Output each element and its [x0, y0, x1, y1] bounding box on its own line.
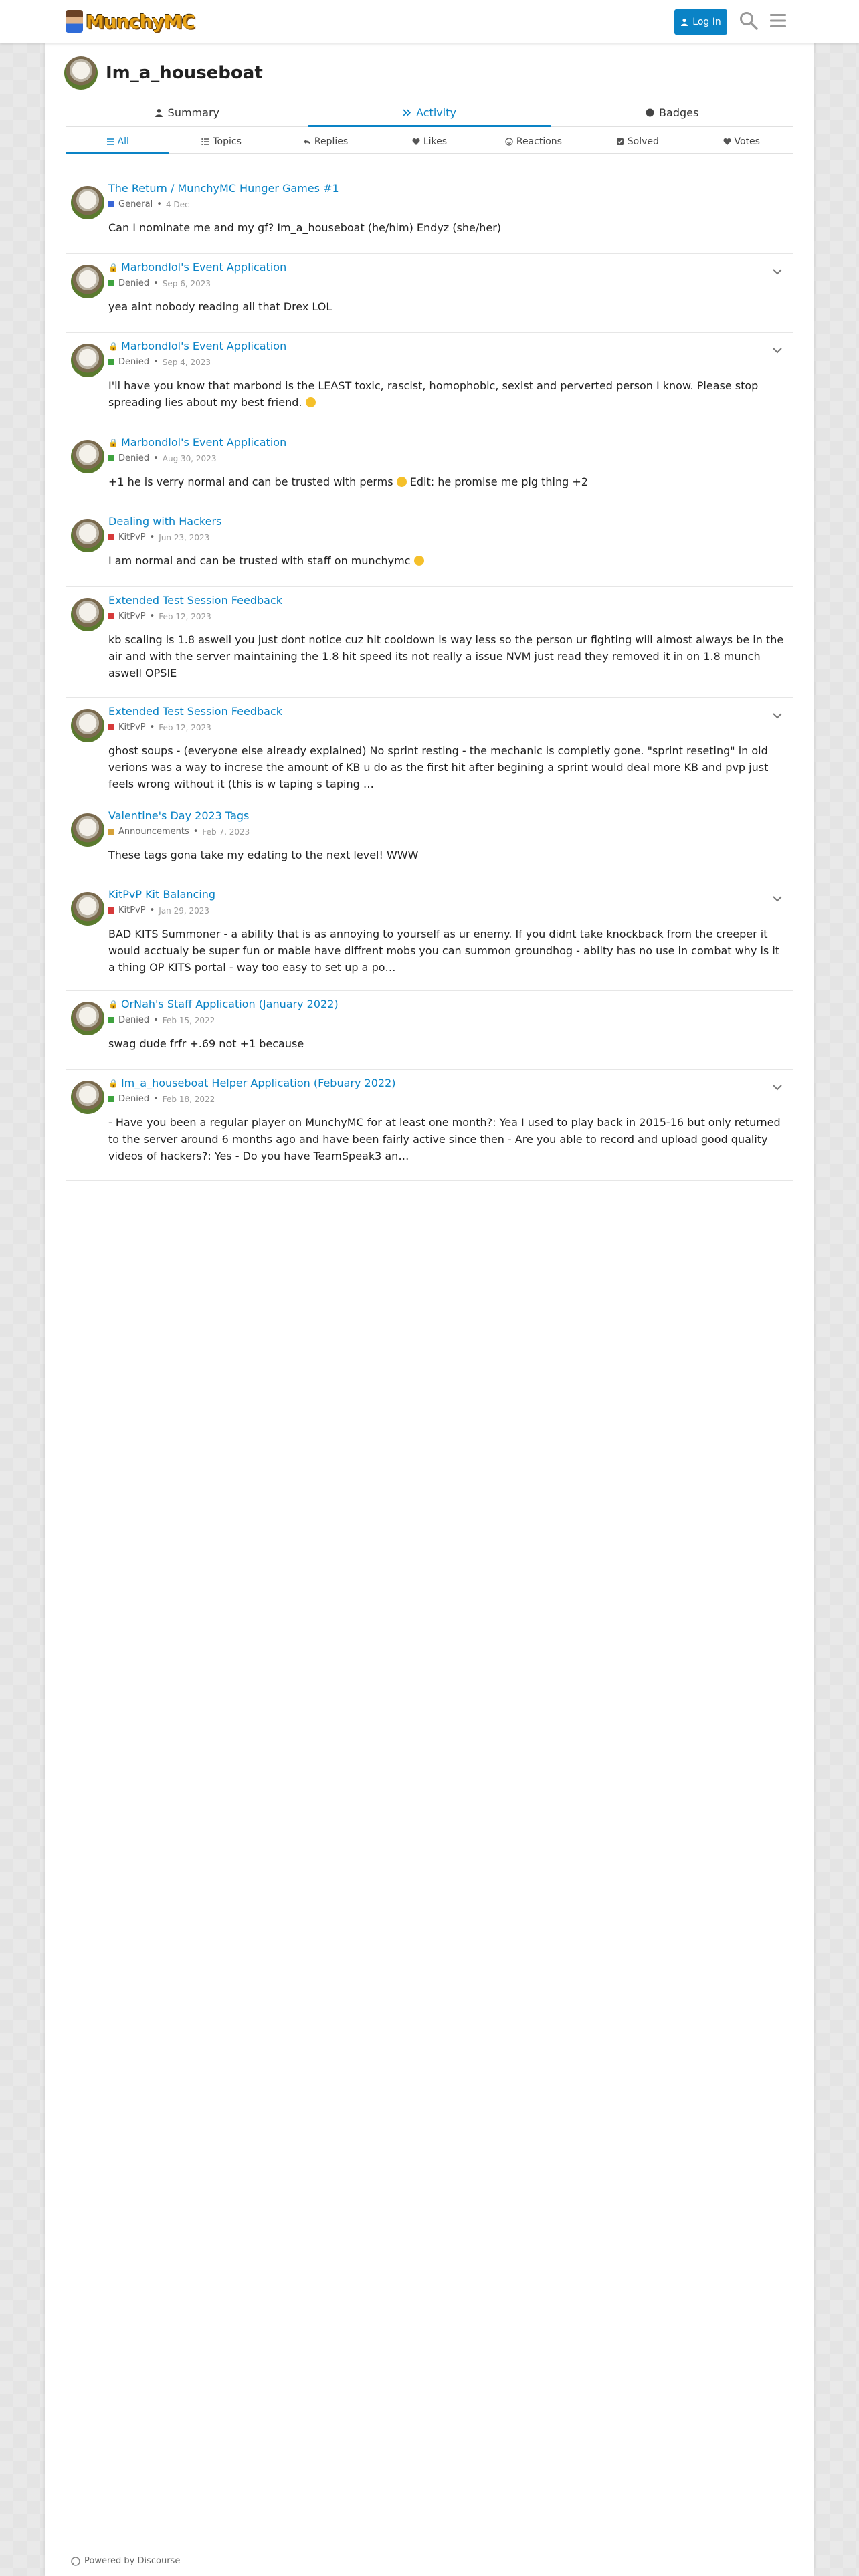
post-avatar[interactable] [71, 440, 104, 473]
chevron-down-icon[interactable] [771, 709, 784, 722]
category-badge-icon [108, 1096, 114, 1102]
post-meta [108, 532, 209, 542]
smiley-emoji-icon [414, 556, 424, 566]
category-badge-icon [108, 907, 114, 914]
post-excerpt[interactable]: kb scaling is 1.8 aswell you just dont notice cuz hit cooldown is way less so the person ur fighting will almost always be in the air and with the server maintaining the 1.8 hit speed its not really a issue NVM just read they removed it in on 1.8 munch aswell OPSIE [108, 633, 784, 679]
subtab-label: Replies [314, 136, 349, 147]
login-label: Log In [692, 17, 721, 27]
user-avatar[interactable] [64, 56, 98, 90]
activity-item [66, 333, 793, 429]
post-title: Marbondlol's Event Application [120, 261, 287, 274]
chevron-down-icon[interactable] [771, 265, 784, 278]
chevron-down-icon[interactable] [771, 892, 784, 905]
activity-item [66, 881, 793, 991]
post-date: Feb 12, 2023 [159, 611, 211, 621]
subtab-reactions[interactable] [482, 130, 585, 153]
user-main-nav [66, 99, 793, 127]
excerpt-text: I'll have you know that marbond is the LEAST toxic, rascist, homophobic, sexist and perverted person I know. Please stop spreading lies about my best friend. [108, 379, 759, 409]
lock-icon: 🔒 [108, 262, 118, 272]
post-meta [108, 722, 211, 732]
activity-item [66, 1070, 793, 1181]
post-date: Feb 18, 2022 [162, 1094, 215, 1104]
post-date: Jun 23, 2023 [159, 532, 210, 542]
post-avatar[interactable] [71, 519, 104, 552]
excerpt-text-cont: Edit: he promise me pig thing +2 [406, 475, 588, 488]
post-avatar[interactable] [71, 1002, 104, 1035]
category-badge-icon [108, 1017, 114, 1023]
powered-by-discourse[interactable] [71, 2556, 180, 2566]
activity-item [66, 991, 793, 1070]
subtab-replies[interactable] [274, 130, 377, 153]
category-badge-icon [108, 724, 114, 730]
post-avatar[interactable] [71, 186, 104, 219]
post-excerpt[interactable]: Can I nominate me and my gf? Im_a_houseboat (he/him) Endyz (she/her) [108, 221, 502, 234]
excerpt-text: +1 he is verry normal and can be trusted with perms [108, 475, 393, 488]
post-meta [108, 199, 189, 209]
post-title: OrNah's Staff Application (January 2022) [120, 998, 339, 1010]
subtab-label: Solved [627, 136, 659, 147]
post-title-link[interactable] [108, 515, 221, 528]
tab-activity[interactable] [308, 99, 551, 126]
heart-icon [723, 138, 731, 146]
subtab-label: Reactions [516, 136, 562, 147]
tab-label: Badges [659, 106, 699, 119]
list-ul-icon [201, 138, 209, 146]
post-avatar[interactable] [71, 598, 104, 631]
post-title: Im_a_houseboat Helper Application (Febuary 2022) [120, 1077, 396, 1089]
post-date: Jan 29, 2023 [159, 905, 210, 916]
post-meta [108, 357, 211, 367]
post-avatar[interactable] [71, 344, 104, 377]
hamburger-menu-icon[interactable] [768, 11, 788, 31]
powered-by-text: Powered by Discourse [84, 2556, 181, 2566]
tab-label: Summary [167, 106, 219, 119]
post-meta [108, 278, 211, 288]
post-title-link[interactable] [108, 705, 282, 718]
lock-icon: 🔒 [108, 1078, 118, 1088]
category-badge-icon [108, 359, 114, 365]
post-category[interactable]: Denied [118, 278, 150, 288]
meta-separator: • [153, 357, 159, 367]
meta-separator: • [153, 1094, 159, 1104]
post-title: Extended Test Session Feedback [108, 594, 282, 607]
tab-summary[interactable] [66, 99, 308, 126]
post-title: Valentine's Day 2023 Tags [108, 809, 250, 822]
category-badge-icon [108, 829, 114, 835]
heart-icon [412, 138, 420, 146]
post-meta [108, 1094, 215, 1104]
reply-icon [303, 138, 311, 146]
meta-separator: • [149, 532, 155, 542]
post-avatar[interactable] [71, 709, 104, 742]
subtab-label: Topics [213, 136, 242, 147]
category-badge-icon [108, 613, 114, 619]
logo-text: MunchyMC [86, 10, 195, 33]
activity-item [66, 508, 793, 587]
post-title: Dealing with Hackers [108, 515, 222, 528]
username: Im_a_houseboat [106, 63, 263, 83]
post-category[interactable]: KitPvP [118, 722, 146, 732]
post-title-link[interactable] [108, 436, 286, 449]
lock-icon: 🔒 [108, 999, 118, 1009]
post-title: KitPvP Kit Balancing [108, 888, 216, 901]
post-avatar[interactable] [71, 813, 104, 847]
post-meta [108, 611, 211, 621]
activity-item [66, 254, 793, 333]
post-excerpt[interactable] [108, 473, 785, 490]
post-excerpt[interactable]: ghost soups - (everyone else already explained) No sprint resting - the mechanic is completly gone. "sprint reseting" in old verions was a way to increse the amount of KB u do as the first hit after begining a sprint would deal more KB and pvp just feels wrong without it (this is w taping s taping … [108, 744, 769, 790]
subtab-votes[interactable] [690, 130, 793, 153]
subtab-label: Votes [734, 136, 760, 147]
subtab-solved[interactable] [585, 130, 689, 153]
post-title: Marbondlol's Event Application [120, 340, 287, 352]
login-button[interactable] [674, 9, 727, 35]
post-category[interactable]: Denied [118, 1094, 150, 1104]
post-title: Extended Test Session Feedback [108, 705, 282, 718]
discourse-logo-icon [71, 2557, 80, 2566]
chevron-down-icon[interactable] [771, 344, 784, 357]
activity-item [66, 429, 793, 508]
excerpt-text: I am normal and can be trusted with staff on munchymc [108, 554, 411, 567]
meta-separator: • [153, 1015, 159, 1025]
post-meta [108, 453, 216, 463]
post-category[interactable]: Denied [118, 1015, 150, 1025]
meta-separator: • [149, 722, 155, 732]
post-title: Marbondlol's Event Application [120, 436, 287, 449]
post-category[interactable]: KitPvP [118, 905, 146, 916]
post-date: Sep 4, 2023 [162, 357, 211, 367]
post-date: Feb 7, 2023 [202, 827, 250, 837]
post-avatar[interactable] [71, 265, 104, 298]
post-meta [108, 905, 209, 916]
post-category[interactable]: Denied [118, 453, 150, 463]
post-excerpt[interactable]: BAD KITS Summoner - a ability that is as annoying to yourself as ur enemy. If you didnt take knockback from the creeper it would acctualy be super fun or mabie have diffrent mobs you can summon groundhog - abilty has no use in combat why is it a thing OP KITS portal - way too easy to set up a po… [108, 928, 780, 974]
smiley-emoji-icon [397, 477, 407, 487]
tab-label: Activity [416, 106, 456, 119]
search-icon[interactable] [739, 11, 759, 31]
stream-icon [403, 108, 411, 117]
activity-sub-nav [66, 130, 793, 154]
category-badge-icon [108, 201, 114, 207]
category-badge-icon [108, 534, 114, 540]
post-date: Aug 30, 2023 [162, 453, 217, 463]
meta-separator: • [153, 278, 159, 288]
meta-separator: • [149, 905, 155, 916]
user-icon [680, 18, 688, 26]
post-date: 4 Dec [165, 199, 189, 209]
site-header [0, 0, 859, 43]
post-title: The Return / MunchyMC Hunger Games #1 [108, 182, 339, 195]
category-badge-icon [108, 455, 114, 461]
subtab-label: Likes [423, 136, 448, 147]
post-avatar[interactable] [71, 1081, 104, 1114]
chevron-down-icon[interactable] [771, 1081, 784, 1094]
post-title-link[interactable] [108, 1077, 396, 1089]
lock-icon: 🔒 [108, 437, 118, 447]
post-avatar[interactable] [71, 892, 104, 926]
post-category[interactable]: General [118, 199, 153, 209]
post-excerpt[interactable]: yea aint nobody reading all that Drex LOL [108, 300, 332, 313]
post-category[interactable]: Announcements [118, 827, 189, 837]
site-logo[interactable] [66, 7, 195, 36]
activity-item [66, 802, 793, 881]
list-icon [106, 138, 114, 146]
activity-item [66, 698, 793, 802]
post-category[interactable]: Denied [118, 357, 150, 367]
category-badge-icon [108, 280, 114, 286]
activity-item [66, 587, 793, 698]
user-icon [155, 108, 163, 117]
meta-separator: • [193, 827, 199, 837]
post-date: Feb 12, 2023 [159, 722, 211, 732]
post-excerpt[interactable]: These tags gona take my edating to the next level! WWW [108, 849, 419, 861]
post-date: Sep 6, 2023 [162, 278, 211, 288]
meta-separator: • [157, 199, 162, 209]
post-title-link[interactable] [108, 998, 339, 1010]
smiley-emoji-icon [306, 397, 316, 407]
post-title-link[interactable] [108, 340, 286, 352]
smile-icon [505, 138, 513, 146]
subtab-label: All [117, 136, 129, 147]
post-excerpt[interactable] [108, 552, 785, 569]
subtab-all[interactable] [66, 130, 169, 153]
post-title-link[interactable] [108, 888, 215, 901]
post-category[interactable]: KitPvP [118, 611, 146, 621]
tab-badges[interactable] [551, 99, 793, 126]
meta-separator: • [149, 611, 155, 621]
post-date: Feb 15, 2022 [162, 1015, 215, 1025]
post-excerpt[interactable]: - Have you been a regular player on MunchyMC for at least one month?: Yea I used to play back in 2015-16 but only returned to the server around 6 months ago and have been fairly active since then - Are you able to record and upload good quality videos of hackers?: Yes - Do you have TeamSpeak3 an… [108, 1116, 781, 1162]
check-square-icon [616, 138, 624, 146]
post-meta [108, 827, 250, 837]
post-excerpt[interactable]: swag dude frfr +.69 not +1 because [108, 1037, 304, 1050]
subtab-likes[interactable] [377, 130, 481, 153]
post-title-link[interactable] [108, 261, 286, 274]
certificate-icon [646, 108, 654, 117]
post-category[interactable]: KitPvP [118, 532, 146, 542]
post-title-link[interactable] [108, 809, 249, 822]
post-title-link[interactable] [108, 594, 282, 607]
meta-separator: • [153, 453, 159, 463]
post-title-link[interactable] [108, 182, 339, 195]
lock-icon: 🔒 [108, 341, 118, 351]
subtab-topics[interactable] [169, 130, 273, 153]
logo-character-icon [66, 10, 83, 33]
post-meta [108, 1015, 215, 1025]
activity-item [66, 175, 793, 254]
post-excerpt[interactable] [108, 377, 785, 411]
user-card-header [64, 56, 263, 90]
